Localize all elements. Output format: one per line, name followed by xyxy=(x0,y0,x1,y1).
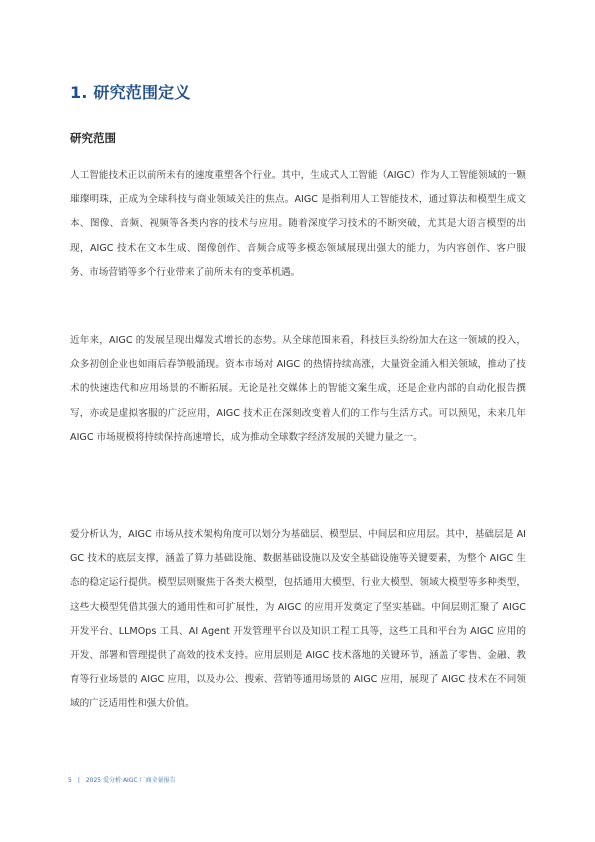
section-title: 1. 研究范围定义 xyxy=(70,83,191,102)
footer-report-title: 2025 爱分析·AIGC 厂商全景报告 xyxy=(85,777,176,784)
body-paragraph-3: 爱分析认为，AIGC 市场从技术架构角度可以划分为基础层、模型层、中间层和应用层。其中，基础层是 AIGC 技术的底层支撑，涵盖了算力基础设施、数据基础设施以及安全基础设施等关键要素，为整个 AIGC 生态的稳定运行提供。模型层则聚焦于各类大模型，包括通用大模型、行业大模型、领域大模型等多种类型，这些大模型凭借其强大的通用性和可扩展性，为 AIGC 的应用开发奠定了坚实基础。中间层则汇聚了 AIGC 开发平台、LLMOps 工具、AI Agent 开发管理平台以及知识工程工具等，这些工具和平台为 AIGC 应用的开发、部署和管理提供了高效的技术支持。应用层则是 AIGC 技术落地的关键环节，涵盖了零售、金融、教育等行业场景的 AIGC 应用，以及办公、搜索、营销等通用场景的 AIGC 应用，展现了 AIGC 技术在不同领域的广泛适用性和强大价值。 xyxy=(70,529,526,710)
body-paragraph-1: 人工智能技术正以前所未有的速度重塑各个行业。其中，生成式人工智能（AIGC）作为人工智能领域的一颗璀璨明珠，正成为全球科技与商业领域关注的焦点。AIGC 是指利用人工智能技术，通过算法和模型生成文本、图像、音频、视频等各类内容的技术与应用。随着深度学习技术的不断突破，尤其是大语言模型的出现，AIGC 技术在文本生成、图像创作、音频合成等多模态领域展现出强大的能力，为内容创作、客户服务、市场营销等多个行业带来了前所未有的变革机遇。 xyxy=(70,170,526,278)
page-footer xyxy=(68,776,176,786)
page-number: 5 xyxy=(68,777,72,784)
footer-separator: | xyxy=(77,777,80,784)
body-paragraph-2: 近年来，AIGC 的发展呈现出爆发式增长的态势。从全球范围来看，科技巨头纷纷加大在这一领域的投入，众多初创企业也如雨后春笋般涌现。资本市场对 AIGC 的热情持续高涨，大量资金涌入相关领域，推动了技术的快速迭代和应用场景的不断拓展。无论是社交媒体上的智能文案生成，还是企业内部的自动化报告撰写，亦或是虚拟客服的广泛应用，AIGC 技术正在深刻改变着人们的工作与生活方式。可以预见，未来几年 AIGC 市场规模将持续保持高速增长，成为推动全球数字经济发展的关键力量之一。 xyxy=(70,335,526,443)
subsection-title: 研究范围 xyxy=(70,131,116,145)
